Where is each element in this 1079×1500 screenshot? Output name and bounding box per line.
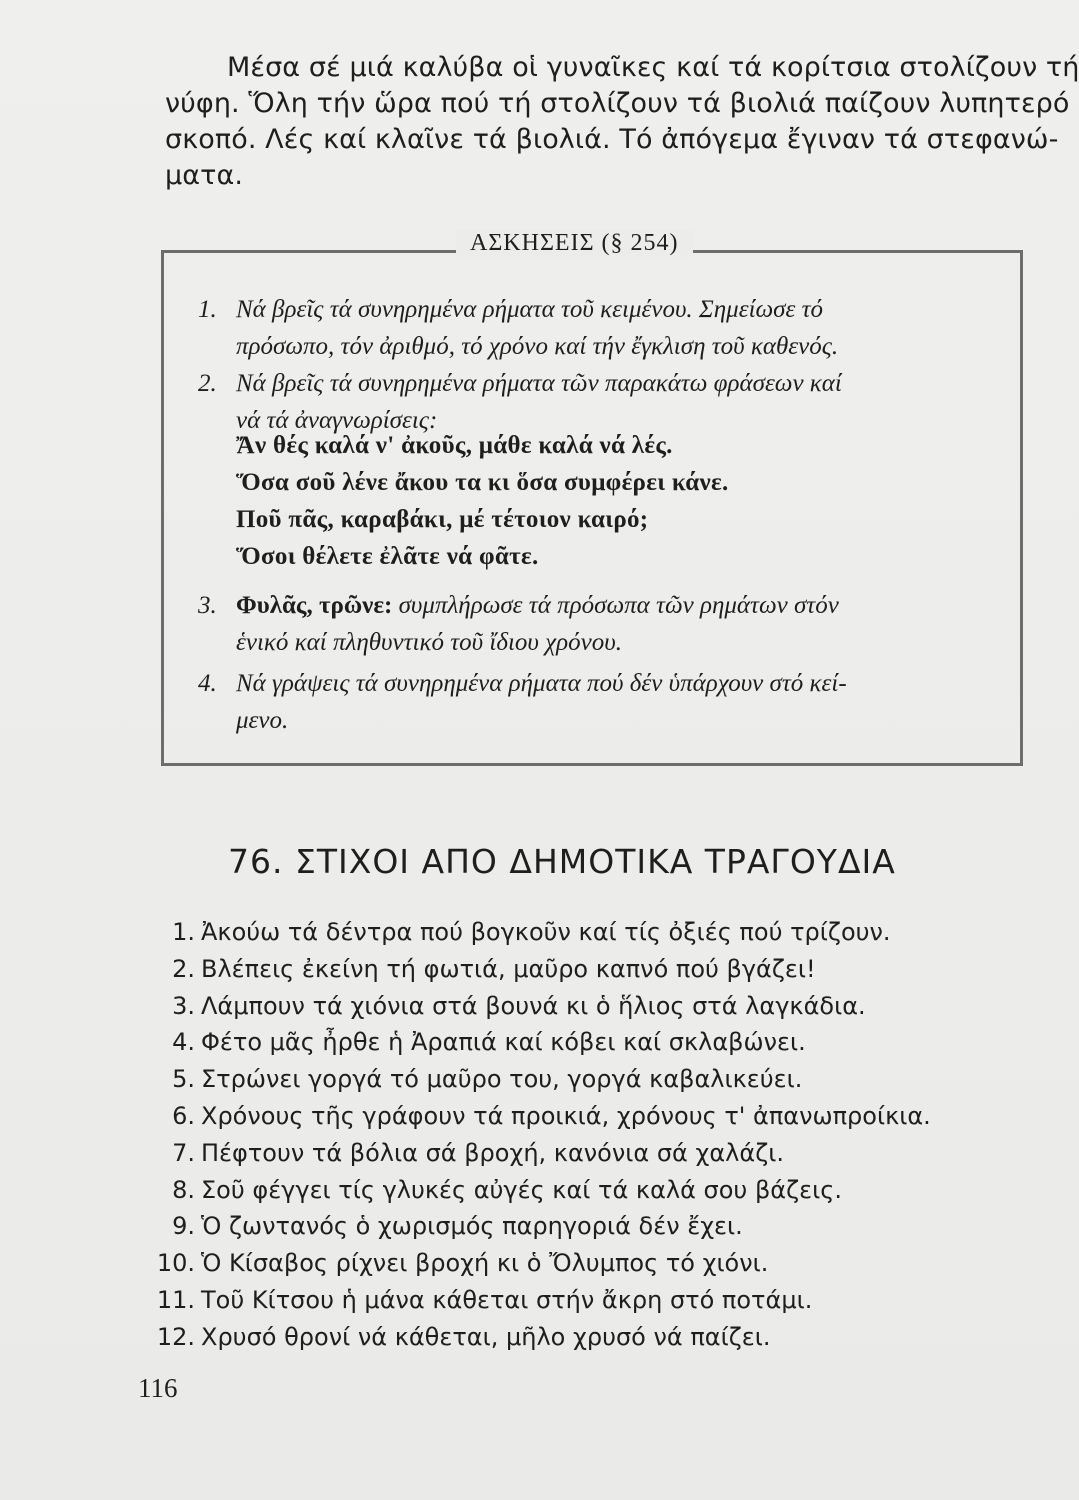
verse-text: Ἀκούω τά δέντρα πού βογκοῦν καί τίς ὀξιές πού τρίζουν. [201, 918, 891, 946]
intro-line: ματα. [165, 160, 244, 191]
exercise-text: Νά βρεῖς τά συνηρημένα ρήματα τῶν παρακάτω φράσεων καί [236, 370, 842, 397]
verse-line [135, 1172, 1035, 1209]
proverb: Ποῦ πᾶς, καραβάκι, μέ τέτοιον καιρό; [236, 506, 649, 533]
verse-number: 2. [172, 954, 195, 983]
verse-line [135, 1098, 1035, 1135]
exercise-number: 1. [198, 296, 217, 323]
verse-line [135, 988, 1035, 1025]
intro-paragraph [165, 50, 1079, 194]
verse-text: Στρώνει γοργά τό μαῦρο του, γοργά καβαλικεύει. [201, 1065, 803, 1094]
proverb: Ὅσοι θέλετε ἐλᾶτε νά φᾶτε. [236, 543, 539, 570]
verse-text: Χρόνους τῆς γράφουν τά προικιά, χρόνους τ' ἀπανωπροίκια. [201, 1101, 931, 1130]
exercise-text: συμπλήρωσε τά πρόσωπα τῶν ρημάτων στόν [398, 592, 839, 619]
exercise-bold-words: Φυλᾶς, τρῶνε: [236, 592, 393, 619]
verse-text: Ὁ Κίσαβος ρίχνει βροχή κι ὁ Ὄλυμπος τό χιόνι. [201, 1249, 769, 1278]
exercise-number: 4. [198, 670, 217, 697]
verse-text: Φέτο μᾶς ἦρθε ἡ Ἀραπιά καί κόβει καί σκλαβώνει. [201, 1028, 806, 1057]
verse-text: Λάμπουν τά χιόνια στά βουνά κι ὁ ἥλιος στά λαγκάδια. [201, 991, 866, 1020]
exercise-text: μενο. [236, 707, 289, 734]
intro-line: Μέσα σέ μιά καλύβα οἱ γυναῖκες καί τά κορίτσια στολίζουν τή [227, 52, 1079, 83]
verse-number: 8. [172, 1175, 195, 1204]
verse-line [135, 1061, 1035, 1098]
verse-number: 10. [156, 1249, 195, 1278]
intro-line: νύφη. Ὅλη τήν ὥρα πού τή στολίζουν τά βιολιά παίζουν λυπητερό [165, 88, 1070, 119]
exercise-number: 3. [198, 592, 217, 619]
verse-text: Ὁ ζωντανός ὁ χωρισμός παρηγοριά δέν ἔχει. [201, 1212, 743, 1241]
verse-number: 5. [172, 1065, 195, 1094]
verse-text: Πέφτουν τά βόλια σά βροχή, κανόνια σά χαλάζι. [201, 1138, 785, 1167]
verse-number: 4. [172, 1028, 195, 1057]
verse-number: 6. [172, 1101, 195, 1130]
exercise-text: Νά βρεῖς τά συνηρημένα ρήματα τοῦ κειμένου. Σημείωσε τό [236, 296, 824, 323]
verse-text: Βλέπεις ἐκείνη τή φωτιά, μαῦρο καπνό πού βγάζει! [201, 954, 816, 983]
verse-line [135, 1282, 1035, 1319]
proverb: Ὅσα σοῦ λένε ἄκου τα κι ὅσα συμφέρει κάνε. [236, 469, 729, 496]
verse-text: Σοῦ φέγγει τίς γλυκές αὐγές καί τά καλά σου βάζεις. [201, 1175, 842, 1204]
verse-number: 9. [172, 1212, 195, 1241]
verse-line [135, 1024, 1035, 1061]
section-title: 76. ΣΤΙΧΟΙ ΑΠΟ ΔΗΜΟΤΙΚΑ ΤΡΑΓΟΥΔΙΑ [228, 842, 896, 881]
exercise-number: 2. [198, 370, 217, 397]
verse-line [135, 1245, 1035, 1282]
verse-number: 1. [172, 918, 195, 946]
verse-text: Χρυσό θρονί νά κάθεται, μῆλο χρυσό νά παίζει. [201, 1322, 771, 1351]
verse-number: 12. [156, 1322, 195, 1351]
verse-text: Τοῦ Κίτσου ἡ μάνα κάθεται στήν ἄκρη στό ποτάμι. [201, 1285, 813, 1314]
verse-line [135, 1319, 1035, 1356]
intro-line: σκοπό. Λές καί κλαῖνε τά βιολιά. Τό ἀπόγεμα ἔγιναν τά στεφανώ- [165, 124, 1059, 155]
verse-number: 11. [156, 1285, 195, 1314]
proverb: Ἄν θές καλά ν' ἀκοῦς, μάθε καλά νά λές. [236, 432, 673, 459]
exercise-text: νά τά ἀναγνωρίσεις: [236, 407, 438, 434]
verse-number: 7. [172, 1138, 195, 1167]
verse-line [135, 1135, 1035, 1172]
exercise-item [198, 665, 998, 739]
page-number: 116 [138, 1373, 178, 1403]
exercises-box [161, 230, 1023, 766]
verse-line [135, 951, 1035, 988]
exercise-text: πρόσωπο, τόν ἀριθμό, τό χρόνο καί τήν ἔγκλιση τοῦ καθενός. [236, 333, 839, 360]
verses-list [135, 914, 1035, 1356]
verse-number: 3. [172, 991, 195, 1020]
verse-line [135, 914, 1035, 951]
verse-line [135, 1208, 1035, 1245]
proverbs-list [236, 427, 729, 575]
exercises-heading: ΑΣΚΗΣΕΙΣ (§ 254) [456, 230, 693, 257]
exercise-text: ἑνικό καί πληθυντικό τοῦ ἴδιου χρόνου. [236, 629, 622, 656]
exercise-item [198, 291, 998, 365]
exercise-text: Νά γράψεις τά συνηρημένα ρήματα πού δέν ὑπάρχουν στό κεί- [236, 670, 847, 697]
exercise-item [198, 587, 998, 661]
